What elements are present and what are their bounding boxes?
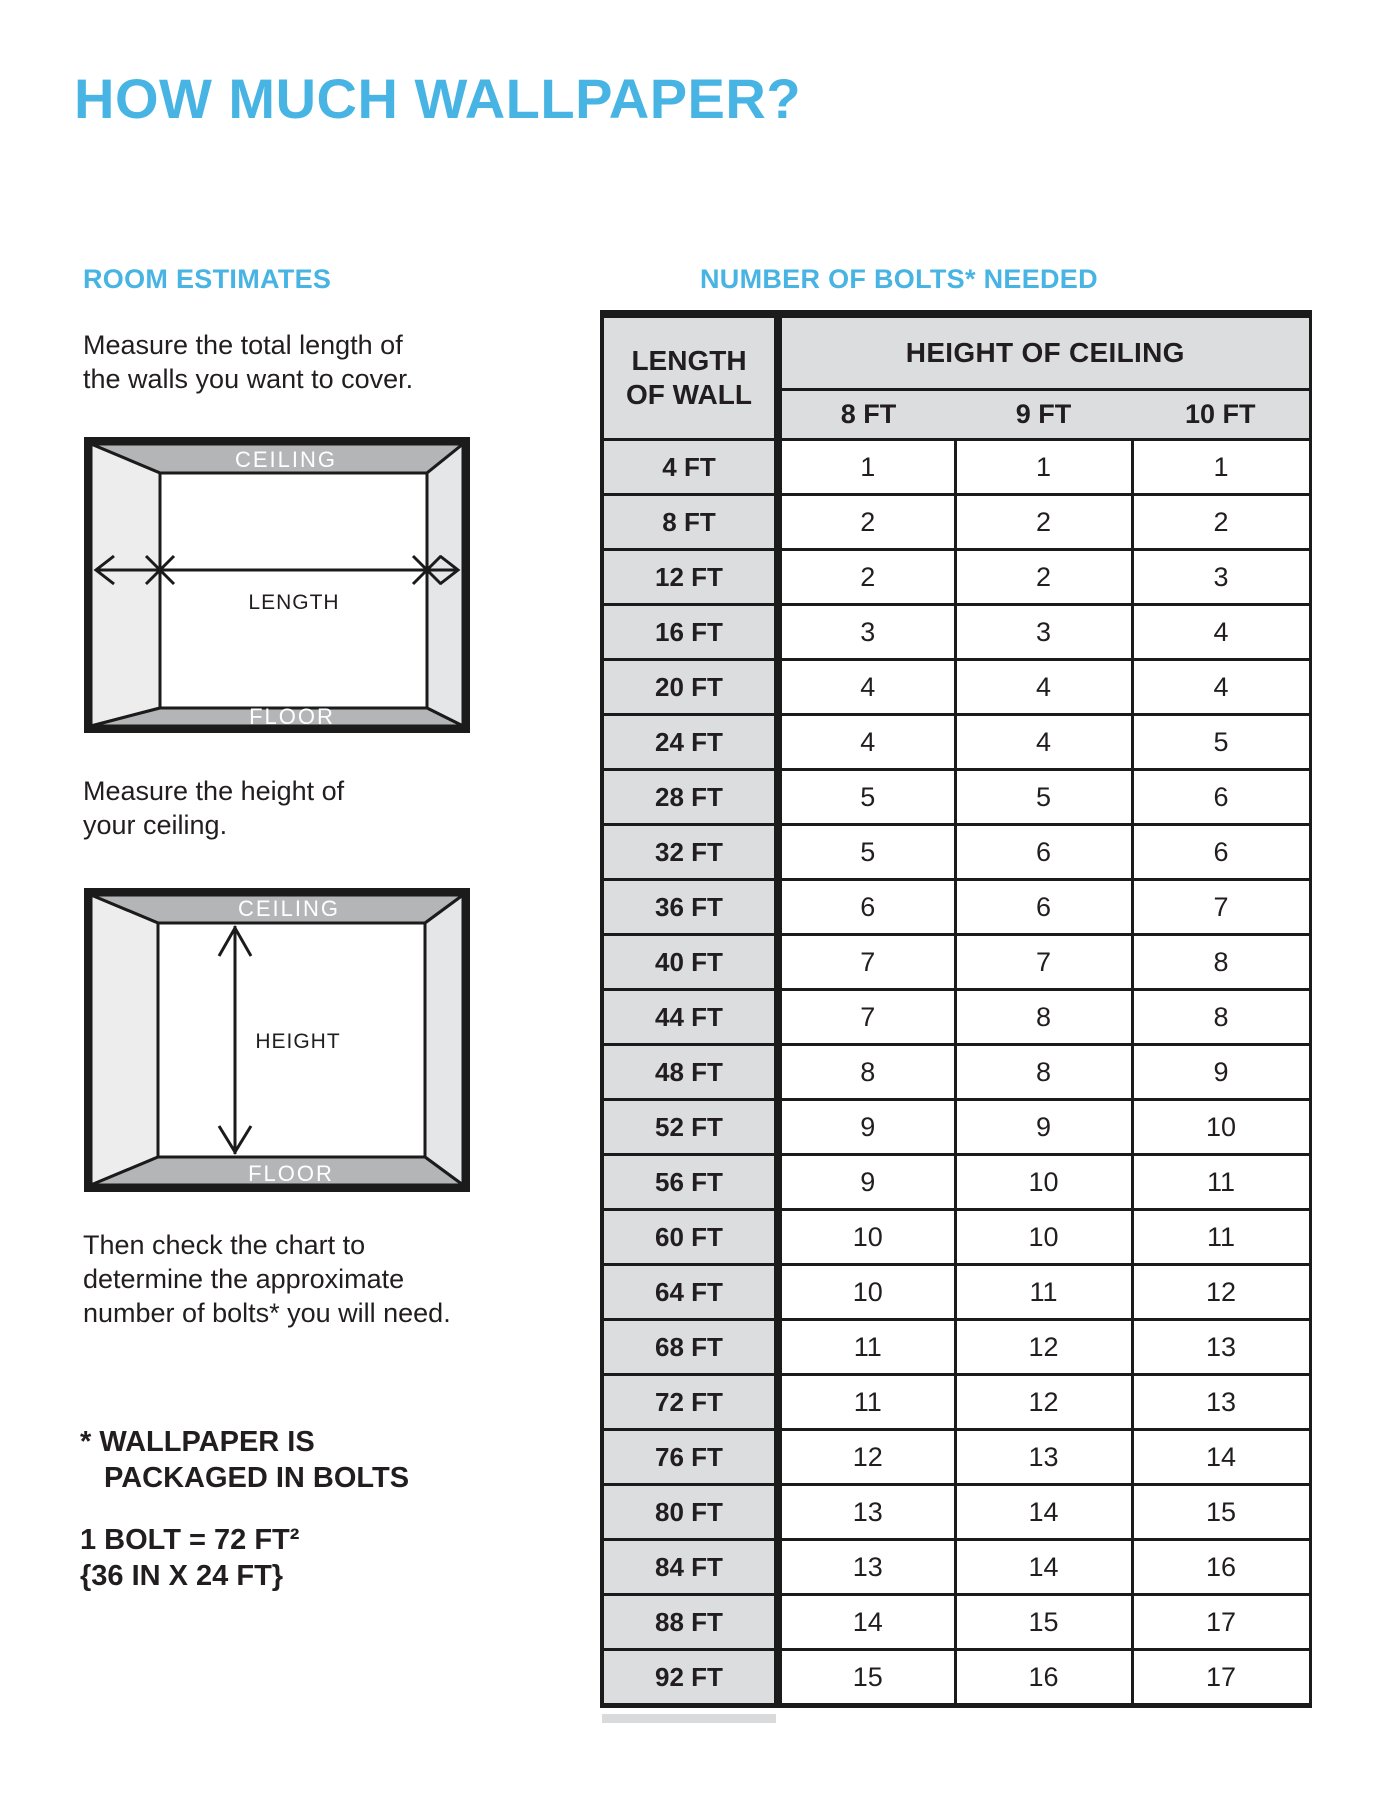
table-row — [602, 1210, 1310, 1265]
col-header-8ft: 8 FT — [778, 390, 955, 440]
instruction-line: the walls you want to cover. — [83, 364, 414, 394]
bolt-count-cell: 1 — [778, 440, 955, 495]
table-row — [602, 1100, 1310, 1155]
bolt-count-cell: 3 — [778, 605, 955, 660]
bolt-count-cell: 13 — [1132, 1375, 1310, 1430]
row-axis-line: LENGTH — [631, 345, 747, 376]
bolt-count-cell: 16 — [955, 1650, 1132, 1706]
bolt-count-cell: 8 — [955, 990, 1132, 1045]
table-row — [602, 825, 1310, 880]
wall-length-cell: 36 FT — [602, 880, 778, 935]
table-row — [602, 1265, 1310, 1320]
row-axis-header — [602, 314, 778, 440]
table-row — [602, 605, 1310, 660]
table-row — [602, 1485, 1310, 1540]
bolt-count-cell: 1 — [955, 440, 1132, 495]
bolt-count-cell: 15 — [955, 1595, 1132, 1650]
instruction-line: your ceiling. — [83, 810, 228, 840]
bolts-table — [600, 310, 1312, 1708]
bolt-count-cell: 4 — [955, 715, 1132, 770]
right-wall-plane — [427, 444, 463, 726]
bolt-count-cell: 10 — [1132, 1100, 1310, 1155]
ceiling-height-diagram-svg — [84, 888, 470, 1192]
table-row — [602, 495, 1310, 550]
bolt-definition — [80, 1522, 299, 1594]
bolt-count-cell: 13 — [778, 1540, 955, 1595]
wall-length-cell: 20 FT — [602, 660, 778, 715]
wall-length-cell: 60 FT — [602, 1210, 778, 1265]
wall-length-cell: 24 FT — [602, 715, 778, 770]
bolt-count-cell: 4 — [1132, 605, 1310, 660]
wall-length-cell: 72 FT — [602, 1375, 778, 1430]
wall-length-cell: 68 FT — [602, 1320, 778, 1375]
bolt-count-cell: 5 — [778, 770, 955, 825]
bolt-count-cell: 16 — [1132, 1540, 1310, 1595]
table-row — [602, 440, 1310, 495]
bolt-count-cell: 7 — [778, 935, 955, 990]
instruction-line: number of bolts* you will need. — [83, 1298, 451, 1328]
bolt-count-cell: 7 — [778, 990, 955, 1045]
col-header-9ft: 9 FT — [955, 390, 1132, 440]
wall-length-cell: 64 FT — [602, 1265, 778, 1320]
room-length-diagram — [84, 437, 470, 733]
instruction-line: determine the approximate — [83, 1264, 405, 1294]
wall-length-cell: 40 FT — [602, 935, 778, 990]
ceiling-label: CEILING — [237, 896, 341, 921]
wall-length-cell: 8 FT — [602, 495, 778, 550]
ceiling-height-diagram — [84, 888, 470, 1192]
bolt-count-cell: 15 — [778, 1650, 955, 1706]
table-row — [602, 550, 1310, 605]
bolt-count-cell: 10 — [778, 1265, 955, 1320]
bolt-count-cell: 11 — [1132, 1210, 1310, 1265]
table-row — [602, 1045, 1310, 1100]
table-row — [602, 990, 1310, 1045]
bolt-count-cell: 9 — [778, 1155, 955, 1210]
bolt-count-cell: 3 — [1132, 550, 1310, 605]
bolt-count-cell: 13 — [955, 1430, 1132, 1485]
section-heading-bolts-needed: NUMBER OF BOLTS* NEEDED — [700, 264, 1098, 294]
table-row — [602, 935, 1310, 990]
bolt-count-cell: 2 — [955, 495, 1132, 550]
bolt-count-cell: 9 — [1132, 1045, 1310, 1100]
instruction-check-chart — [83, 1228, 451, 1330]
table-row — [602, 715, 1310, 770]
bolt-count-cell: 4 — [1132, 660, 1310, 715]
bolt-count-cell: 12 — [778, 1430, 955, 1485]
bolt-count-cell: 12 — [955, 1375, 1132, 1430]
page-title: HOW MUCH WALLPAPER? — [74, 67, 802, 130]
bolt-count-cell: 2 — [955, 550, 1132, 605]
bolt-count-cell: 1 — [1132, 440, 1310, 495]
bolt-count-cell: 6 — [778, 880, 955, 935]
bolt-count-cell: 3 — [955, 605, 1132, 660]
room-length-diagram-svg — [84, 437, 470, 733]
bolt-count-cell: 2 — [1132, 495, 1310, 550]
ceiling-label: CEILING — [234, 447, 338, 472]
bolt-count-cell: 15 — [1132, 1485, 1310, 1540]
bolt-count-cell: 14 — [778, 1595, 955, 1650]
bolt-count-cell: 12 — [1132, 1265, 1310, 1320]
wall-length-cell: 48 FT — [602, 1045, 778, 1100]
table-row — [602, 1155, 1310, 1210]
wall-length-cell: 32 FT — [602, 825, 778, 880]
table-row — [602, 880, 1310, 935]
bolt-count-cell: 12 — [955, 1320, 1132, 1375]
floor-label: FLOOR — [248, 1161, 334, 1186]
wall-length-cell: 56 FT — [602, 1155, 778, 1210]
bolt-count-cell: 5 — [778, 825, 955, 880]
table-footer-strip — [602, 1714, 776, 1723]
bolt-count-cell: 10 — [955, 1210, 1132, 1265]
table-row — [602, 1540, 1310, 1595]
bolt-count-cell: 8 — [955, 1045, 1132, 1100]
col-axis-header: HEIGHT OF CEILING — [778, 314, 1310, 390]
right-wall-plane — [425, 895, 463, 1185]
wall-length-cell: 52 FT — [602, 1100, 778, 1155]
wall-length-cell: 92 FT — [602, 1650, 778, 1706]
bolt-count-cell: 8 — [1132, 990, 1310, 1045]
bolt-count-cell: 8 — [778, 1045, 955, 1100]
wall-length-cell: 16 FT — [602, 605, 778, 660]
bolt-count-cell: 4 — [778, 715, 955, 770]
height-label: HEIGHT — [255, 1030, 341, 1053]
footnote-line: * WALLPAPER IS — [80, 1426, 315, 1458]
wall-length-cell: 88 FT — [602, 1595, 778, 1650]
wall-length-cell: 28 FT — [602, 770, 778, 825]
wallpaper-bolts-footnote — [80, 1424, 409, 1496]
instruction-line: Measure the height of — [83, 776, 345, 806]
bolt-count-cell: 6 — [1132, 770, 1310, 825]
table-row — [602, 1320, 1310, 1375]
wall-length-cell: 12 FT — [602, 550, 778, 605]
bolt-count-cell: 6 — [1132, 825, 1310, 880]
table-row — [602, 770, 1310, 825]
table-header-row-1 — [602, 314, 1310, 390]
bolt-count-cell: 5 — [1132, 715, 1310, 770]
bolt-count-cell: 11 — [955, 1265, 1132, 1320]
bolt-count-cell: 5 — [955, 770, 1132, 825]
bolt-count-cell: 9 — [955, 1100, 1132, 1155]
bolt-count-cell: 13 — [778, 1485, 955, 1540]
bolt-count-cell: 6 — [955, 880, 1132, 935]
bolt-count-cell: 10 — [778, 1210, 955, 1265]
table-row — [602, 1430, 1310, 1485]
instruction-line: Measure the total length of — [83, 330, 403, 360]
bolt-count-cell: 11 — [778, 1375, 955, 1430]
bolt-count-cell: 11 — [1132, 1155, 1310, 1210]
bolt-count-cell: 13 — [1132, 1320, 1310, 1375]
bolt-count-cell: 14 — [955, 1540, 1132, 1595]
wall-length-cell: 84 FT — [602, 1540, 778, 1595]
bolt-count-cell: 6 — [955, 825, 1132, 880]
wall-length-cell: 76 FT — [602, 1430, 778, 1485]
row-axis-line: OF WALL — [626, 379, 752, 410]
instruction-measure-height — [83, 774, 344, 842]
left-wall-plane — [91, 895, 158, 1185]
bolt-count-cell: 2 — [778, 550, 955, 605]
bolt-count-cell: 9 — [778, 1100, 955, 1155]
table-row — [602, 1650, 1310, 1706]
wall-length-cell: 44 FT — [602, 990, 778, 1045]
table-row — [602, 660, 1310, 715]
bolts-table-body — [602, 440, 1310, 1706]
bolt-count-cell: 2 — [778, 495, 955, 550]
bolt-count-cell: 17 — [1132, 1595, 1310, 1650]
bolt-definition-line: 1 BOLT = 72 FT² — [80, 1524, 300, 1556]
bolt-definition-line: {36 IN X 24 FT} — [80, 1560, 284, 1592]
table-row — [602, 1595, 1310, 1650]
bolt-count-cell: 8 — [1132, 935, 1310, 990]
bolt-count-cell: 17 — [1132, 1650, 1310, 1706]
col-header-10ft: 10 FT — [1132, 390, 1310, 440]
bolt-count-cell: 7 — [1132, 880, 1310, 935]
bolt-count-cell: 7 — [955, 935, 1132, 990]
floor-label: FLOOR — [249, 704, 335, 729]
bolt-count-cell: 4 — [955, 660, 1132, 715]
wall-length-cell: 80 FT — [602, 1485, 778, 1540]
instruction-line: Then check the chart to — [83, 1230, 366, 1260]
instruction-measure-length — [83, 328, 413, 396]
bolt-count-cell: 14 — [955, 1485, 1132, 1540]
bolt-count-cell: 11 — [778, 1320, 955, 1375]
left-wall-plane — [91, 444, 160, 726]
bolt-count-cell: 14 — [1132, 1430, 1310, 1485]
table-row — [602, 1375, 1310, 1430]
footnote-line: PACKAGED IN BOLTS — [104, 1462, 410, 1494]
bolt-count-cell: 4 — [778, 660, 955, 715]
length-label: LENGTH — [248, 591, 340, 614]
wall-length-cell: 4 FT — [602, 440, 778, 495]
bolt-count-cell: 10 — [955, 1155, 1132, 1210]
section-heading-room-estimates: ROOM ESTIMATES — [83, 264, 332, 294]
